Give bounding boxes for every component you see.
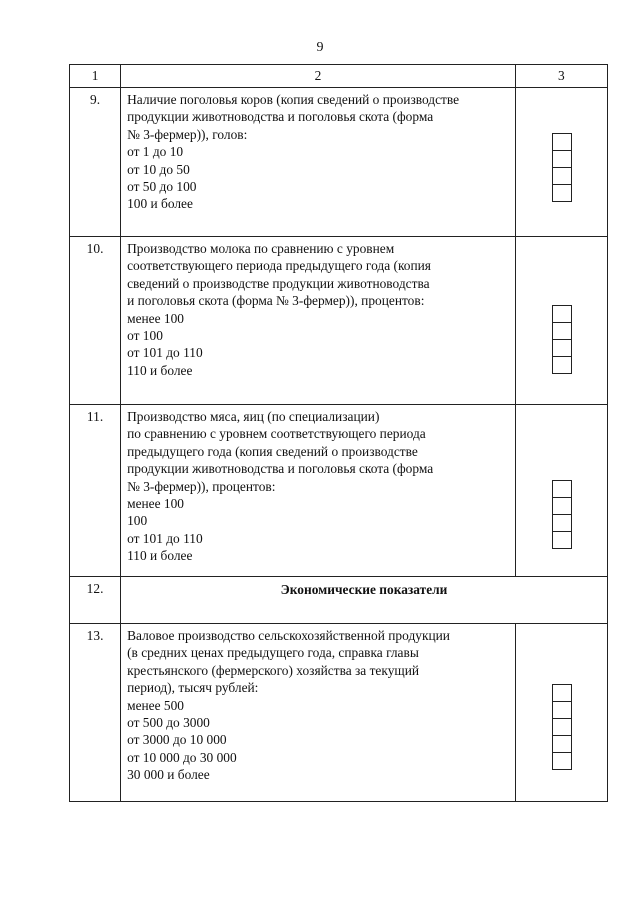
header-col-3: 3	[515, 65, 607, 88]
option-label: от 10 до 50	[127, 161, 190, 177]
checkbox[interactable]	[552, 514, 572, 532]
checkbox[interactable]	[552, 480, 572, 498]
row-number: 12.	[70, 577, 121, 624]
checkbox[interactable]	[552, 322, 572, 340]
row-content	[121, 405, 516, 577]
checkbox[interactable]	[552, 356, 572, 374]
row-number: 13.	[70, 624, 121, 802]
option-label: 30 000 и более	[127, 767, 210, 783]
row-content	[121, 88, 516, 237]
checkbox[interactable]	[552, 735, 572, 753]
row-number: 11.	[70, 405, 121, 577]
table-row-9	[70, 88, 608, 237]
option-label: от 1 до 10	[127, 144, 184, 160]
option-label: от 100	[127, 328, 163, 344]
checkbox[interactable]	[552, 133, 572, 151]
option-label: от 50 до 100	[127, 179, 197, 195]
checkbox[interactable]	[552, 684, 572, 702]
checkbox[interactable]	[552, 305, 572, 323]
section-title: Экономические показатели	[121, 577, 608, 624]
checkbox[interactable]	[552, 167, 572, 185]
option-list	[127, 697, 509, 784]
checkbox-group	[552, 480, 572, 549]
item-description: Производство молока по сравнению с уровнем соответствующего периода предыдущего года (копия сведений о производстве продукции животноводства и поголовья скота (форма № 3-фермер)), процентов:	[127, 241, 431, 309]
mark-cell	[515, 237, 607, 405]
option-label: менее 100	[127, 310, 184, 326]
row-content	[121, 237, 516, 405]
checkbox[interactable]	[552, 752, 572, 770]
checkbox-group	[552, 305, 572, 374]
table-row-10	[70, 237, 608, 405]
option-list	[127, 310, 509, 380]
page-number: 9	[316, 40, 324, 55]
option-label: 110 и более	[127, 362, 193, 378]
checkbox[interactable]	[552, 497, 572, 515]
checkbox[interactable]	[552, 718, 572, 736]
table-row-13	[70, 624, 608, 802]
table-header-row	[70, 65, 608, 88]
checkbox[interactable]	[552, 339, 572, 357]
checkbox[interactable]	[552, 701, 572, 719]
option-label: 100	[127, 513, 148, 529]
table-row-12	[70, 577, 608, 624]
option-list	[127, 143, 509, 213]
mark-cell	[515, 624, 607, 802]
header-col-2: 2	[121, 65, 516, 88]
checkbox-group	[552, 684, 572, 770]
item-description: Производство мяса, яиц (по специализации) по сравнению с уровнем соответствующего периода предыдущего года (копия сведений о производстве продукции животноводства и поголовья скота (форма № 3-фермер)), процентов:	[127, 409, 434, 494]
option-list	[127, 495, 509, 565]
mark-cell	[515, 405, 607, 577]
item-description: Наличие поголовья коров (копия сведений о производстве продукции животноводства и поголовья скота (форма № 3-фермер)), голов:	[127, 92, 460, 142]
checkbox[interactable]	[552, 531, 572, 549]
option-label: менее 500	[127, 697, 184, 713]
mark-cell	[515, 88, 607, 237]
option-label: от 500 до 3000	[127, 715, 210, 731]
checkbox[interactable]	[552, 184, 572, 202]
row-content	[121, 624, 516, 802]
option-label: 110 и более	[127, 548, 193, 564]
checkbox-group	[552, 133, 572, 202]
table-row-11	[70, 405, 608, 577]
indicator-table	[69, 64, 608, 802]
option-label: менее 100	[127, 496, 184, 512]
option-label: от 101 до 110	[127, 345, 203, 361]
option-label: от 101 до 110	[127, 530, 203, 546]
checkbox[interactable]	[552, 150, 572, 168]
row-number: 10.	[70, 237, 121, 405]
row-number: 9.	[70, 88, 121, 237]
header-col-1: 1	[70, 65, 121, 88]
option-label: от 10 000 до 30 000	[127, 749, 237, 765]
option-label: 100 и более	[127, 196, 193, 212]
item-description: Валовое производство сельскохозяйственной продукции (в средних ценах предыдущего года, справка главы крестьянского (фермерского) хозяйства за текущий период), тысяч рублей:	[127, 628, 450, 696]
option-label: от 3000 до 10 000	[127, 732, 227, 748]
